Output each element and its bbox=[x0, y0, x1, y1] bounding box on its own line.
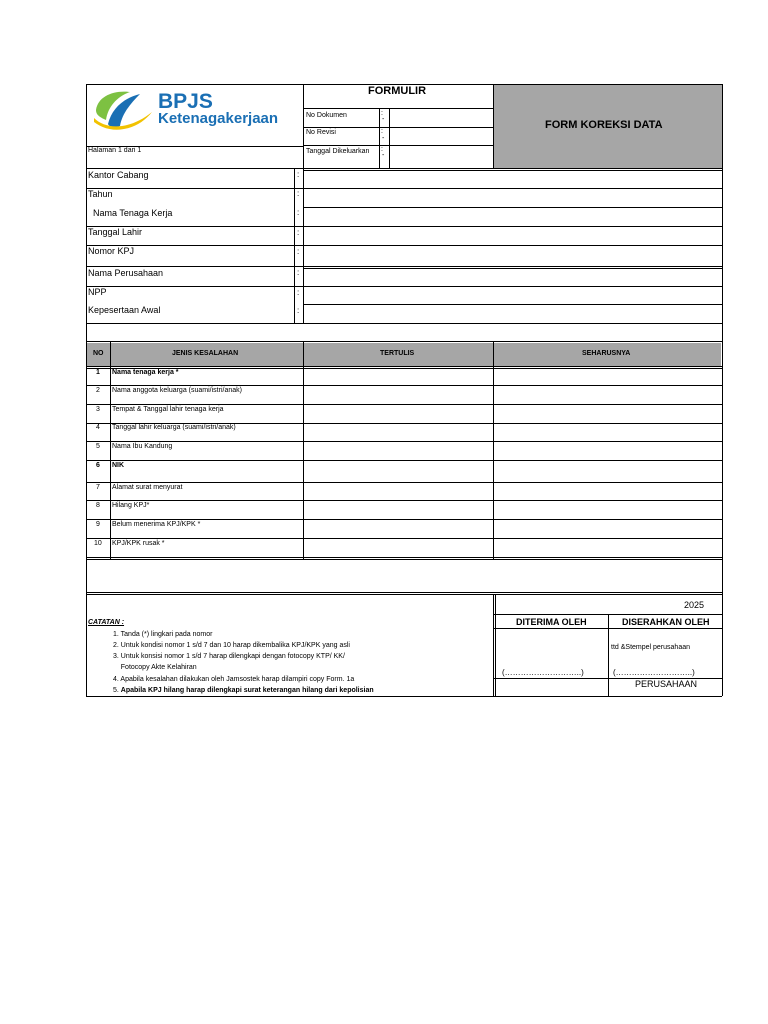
note-5-bold: Apabila KPJ hilang harap dilengkapi surat keterangan hilang dari kepolisian bbox=[120, 687, 374, 694]
row-text: NIK bbox=[112, 462, 125, 469]
header-jenis-kesalahan: JENIS KESALAHAN bbox=[172, 350, 239, 357]
colon: : bbox=[381, 128, 383, 135]
field-colon: : bbox=[297, 208, 300, 217]
formulir-label: FORMULIR bbox=[368, 85, 427, 97]
field-label: Tanggal Lahir bbox=[88, 227, 143, 237]
field-label: Nomor KPJ bbox=[88, 246, 135, 256]
field-label: Nama Perusahaan bbox=[88, 268, 164, 278]
note-item: 1. Tanda (*) lingkari pada nomor bbox=[113, 631, 213, 638]
note-5-prefix: 5. bbox=[113, 687, 121, 694]
field-value-kepesertaan-awal[interactable] bbox=[304, 306, 721, 323]
colon: : bbox=[381, 146, 383, 153]
header-no: NO bbox=[93, 350, 104, 357]
field-colon: : bbox=[297, 228, 300, 237]
field-colon: : bbox=[297, 170, 300, 179]
row-no: 4 bbox=[96, 424, 100, 431]
row-no: 2 bbox=[96, 387, 100, 394]
row-text: Tanggal lahir keluarga (suami/istri/anak) bbox=[112, 424, 236, 431]
note-item: 2. Untuk kondisi nomor 1 s/d 7 dan 10 harap dikembalika KPJ/KPK yang asli bbox=[113, 642, 350, 649]
field-label: NPP bbox=[88, 287, 107, 297]
dash: - bbox=[382, 116, 385, 123]
row-no: 7 bbox=[96, 484, 100, 491]
row-text: KPJ/KPK rusak * bbox=[112, 540, 165, 547]
field-colon: : bbox=[297, 268, 300, 277]
field-label: Nama Tenaga Kerja bbox=[88, 208, 173, 218]
form-title: FORM KOREKSI DATA bbox=[545, 119, 663, 131]
colon: : bbox=[381, 110, 383, 117]
row-text: Belum menerima KPJ/KPK * bbox=[112, 521, 201, 528]
row-no: 5 bbox=[96, 443, 100, 450]
signature-line-diserahkan: (………………………..) bbox=[613, 668, 695, 677]
row-text: Tempat & Tanggal lahir tenaga kerja bbox=[112, 406, 224, 413]
field-colon: : bbox=[297, 247, 300, 256]
row-text: Nama anggota keluarga (suami/istri/anak) bbox=[112, 387, 242, 394]
field-value-tanggal-lahir[interactable] bbox=[304, 228, 721, 245]
row-no: 9 bbox=[96, 521, 100, 528]
diserahkan-oleh-label: DISERAHKAN OLEH bbox=[622, 617, 710, 627]
field-colon: : bbox=[297, 189, 300, 198]
field-value-nomor-kpj[interactable] bbox=[304, 247, 721, 264]
row-no: 3 bbox=[96, 406, 100, 413]
bpjs-logo bbox=[90, 88, 300, 132]
row-text: Nama Ibu Kandung bbox=[112, 443, 173, 450]
tanggal-dikeluarkan-label: Tanggal Dikeluarkan bbox=[306, 148, 370, 155]
halaman-label: Halaman 1 dari 1 bbox=[88, 147, 142, 154]
year-label: 2025 bbox=[684, 600, 705, 610]
logo-text-ketenagakerjaan: Ketenagakerjaan bbox=[158, 110, 279, 127]
field-label: Kantor Cabang bbox=[88, 170, 149, 180]
row-text: Hilang KPJ* bbox=[112, 502, 150, 509]
row-no: 8 bbox=[96, 502, 100, 509]
field-value-kantor-cabang[interactable] bbox=[304, 171, 721, 188]
field-value-nama-tenaga-kerja[interactable] bbox=[304, 209, 721, 226]
row-no: 6 bbox=[96, 462, 100, 469]
header-tertulis: TERTULIS bbox=[380, 350, 415, 357]
diterima-oleh-label: DITERIMA OLEH bbox=[516, 617, 587, 627]
note-item: 3. Untuk konsisi nomor 1 s/d 7 harap dilengkapi dengan fotocopy KTP/ KK/ bbox=[113, 653, 345, 660]
signature-line-diterima: (………………………..) bbox=[502, 668, 584, 677]
note-item: Fotocopy Akte Kelahiran bbox=[113, 664, 197, 671]
note-item: 4. Apabila kesalahan dilakukan oleh Jamsostek harap dilampiri copy Form. 1a bbox=[113, 676, 355, 683]
field-label: Tahun bbox=[88, 189, 113, 199]
row-no: 1 bbox=[96, 369, 100, 376]
field-value-tahun[interactable] bbox=[304, 190, 721, 207]
field-colon: : bbox=[297, 306, 300, 315]
perusahaan-label: PERUSAHAAN bbox=[635, 679, 698, 689]
field-value-npp[interactable] bbox=[304, 288, 721, 305]
logo-text-bpjs: BPJS bbox=[158, 90, 213, 113]
bpjs-logo-mark-icon bbox=[90, 88, 156, 132]
header-seharusnya: SEHARUSNYA bbox=[582, 350, 631, 357]
dash: - bbox=[382, 152, 385, 159]
field-colon: : bbox=[297, 288, 300, 297]
no-revisi-label: No Revisi bbox=[306, 129, 336, 136]
note-item-5 bbox=[113, 687, 374, 694]
field-value-nama-perusahaan[interactable] bbox=[304, 269, 721, 286]
field-label: Kepesertaan Awal bbox=[88, 305, 161, 315]
row-no: 10 bbox=[94, 540, 102, 547]
dash: - bbox=[382, 135, 385, 142]
ttd-stempel-label: ttd &Stempel perusahaan bbox=[611, 644, 690, 651]
row-text: Nama tenaga kerja * bbox=[112, 369, 179, 376]
catatan-label: CATATAN : bbox=[88, 619, 125, 626]
row-text: Alamat surat menyurat bbox=[112, 484, 183, 491]
no-dokumen-label: No Dokumen bbox=[306, 112, 347, 119]
